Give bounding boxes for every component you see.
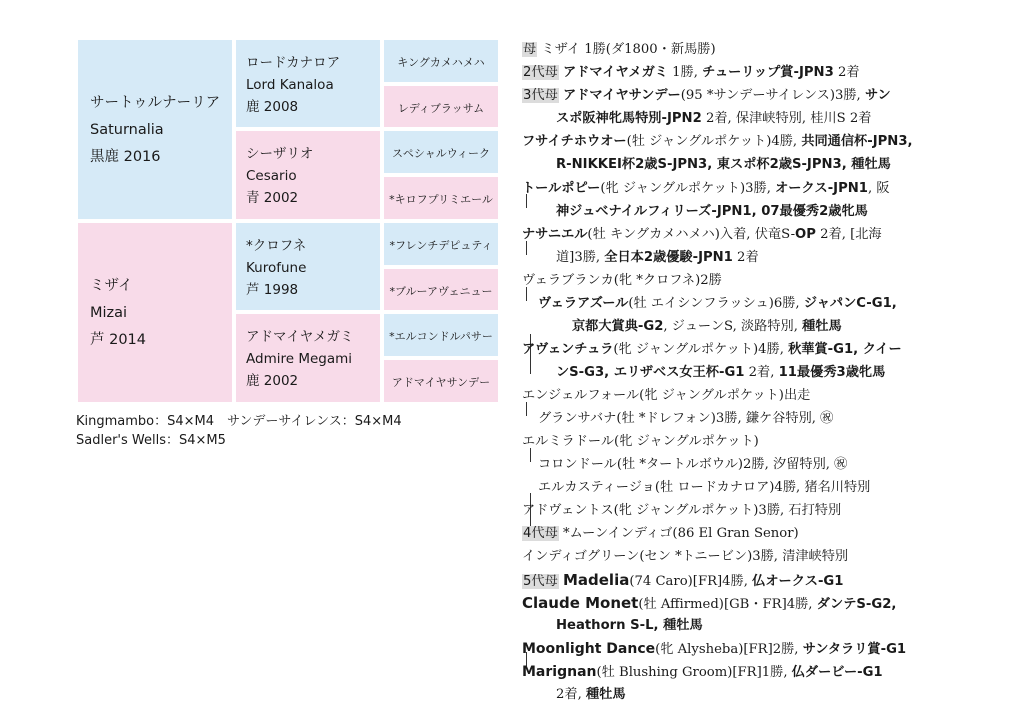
inbreeding-line-2: Sadler's Wells：S4×M5 [76, 433, 226, 448]
dd-info: 鹿 2002 [246, 373, 299, 389]
g3-name: アドマイヤサンデー [391, 376, 491, 389]
sd-info: 青 2002 [246, 190, 299, 206]
ss-name-en: Lord Kanaloa [246, 77, 334, 93]
family-line-27: Moonlight Dance(牝 Alysheba)[FR]2勝, サンタラリ賞-G1 [522, 641, 907, 657]
family-line-23: インディゴグリーン(セン *トニービン)3勝, 清津峡特別 [522, 549, 849, 564]
dam-cell [76, 221, 234, 404]
family-line-14: アヴェンチュラ(牝 ジャングルポケット)4勝, 秋華賞-G1, クイー [522, 342, 902, 357]
dam-name-en: Mizai [90, 305, 128, 321]
family-line-1: 母 ミザイ 1勝(ダ1800・新馬勝) [523, 42, 716, 57]
family-line-12: ヴェラアズール(牡 エイシンフラッシュ)6勝, ジャパンC-G1, [538, 296, 897, 311]
family-line-29: 2着, 種牡馬 [556, 687, 626, 702]
family-line-7: トールポピー(牝 ジャングルポケット)3勝, オークス-JPN1, 阪 [522, 181, 890, 196]
g3-name: *エルコンドルパサー [389, 330, 493, 343]
ds-name-en: Kurofune [246, 260, 307, 276]
g3-cell-6 [382, 267, 500, 312]
ds-name-ja: *クロフネ [246, 238, 307, 254]
generation-tag: 4代母 [523, 526, 558, 541]
g3-cell-5 [382, 221, 500, 267]
sire-info: 黒鹿 2016 [90, 149, 161, 165]
sd-name-en: Cesario [246, 168, 297, 184]
dam-info: 芦 2014 [90, 332, 147, 348]
ss-info: 鹿 2008 [246, 99, 299, 115]
family-line-28: Marignan(牡 Blushing Groom)[FR]1勝, 仏ダービー-G1 [522, 664, 883, 680]
dam-dam-cell [234, 312, 382, 404]
g3-cell-7 [382, 312, 500, 358]
family-line-18: エルミラドール(牝 ジャングルポケット) [522, 434, 759, 449]
g3-name: レディブラッサム [397, 102, 485, 115]
g3-name: スペシャルウィーク [391, 147, 491, 160]
pedigree-table [76, 38, 500, 404]
g3-cell-3 [382, 129, 500, 175]
g3-name: キングカメハメハ [397, 56, 485, 69]
inbreeding-info [76, 412, 402, 450]
family-line-5: フサイチホウオー(牡 ジャングルポケット)4勝, 共同通信杯-JPN3, [522, 134, 913, 149]
family-line-26: Heathorn S-L, 種牡馬 [556, 618, 703, 633]
family-line-22: 4代母 *ムーンインディゴ(86 El Gran Senor) [523, 526, 799, 541]
generation-tag: 母 [523, 42, 537, 57]
generation-tag: 3代母 [523, 88, 558, 103]
family-line-13: 京都大賞典-G2, ジューンS, 淡路特別, 種牡馬 [572, 319, 842, 334]
g3-cell-2 [382, 84, 500, 129]
dd-name-ja: アドマイヤメガミ [246, 329, 354, 345]
sire-sire-cell [234, 38, 382, 129]
dam-name-ja: ミザイ [90, 278, 133, 294]
family-line-24: 5代母 Madelia(74 Caro)[FR]4勝, 仏オークス-G1 [523, 571, 844, 589]
generation-tag: 2代母 [523, 65, 558, 80]
g3-name: *キロフプリミエール [389, 193, 493, 206]
g3-cell-8 [382, 358, 500, 404]
sd-name-ja: シーザリオ [246, 146, 314, 162]
generation-tag: 5代母 [523, 574, 558, 589]
family-line-6: R-NIKKEI杯2歳S-JPN3, 東スポ杯2歳S-JPN3, 種牡馬 [556, 157, 891, 172]
family-line-21: アドヴェントス(牝 ジャングルポケット)3勝, 石打特別 [522, 503, 842, 518]
family-line-20: エルカスティージョ(牡 ロードカナロア)4勝, 猪名川特別 [538, 480, 871, 495]
family-line-25: Claude Monet(牡 Affirmed)[GB・FR]4勝, ダンテS-G2, [522, 594, 897, 612]
ds-info: 芦 1998 [246, 282, 299, 298]
inbreeding-line-1: Kingmambo：S4×M4 サンデーサイレンス：S4×M4 [76, 414, 402, 429]
family-line-11: ヴェラブランカ(牝 *クロフネ)2勝 [522, 273, 722, 288]
g3-name: *ブルーアヴェニュー [389, 285, 493, 298]
family-line-9: ナサニエル(牡 キングカメハメハ)入着, 伏竜S-OP 2着, [北海 [522, 227, 882, 242]
sire-dam-cell [234, 129, 382, 221]
family-line-15: ンS-G3, エリザベス女王杯-G1 2着, 11最優秀3歳牝馬 [556, 365, 886, 380]
sire-name-ja: サートゥルナーリア [90, 95, 221, 111]
g3-cell-4 [382, 175, 500, 221]
family-line-17: グランサバナ(牡 *ドレフォン)3勝, 鎌ケ谷特別, ㊗ [538, 411, 834, 426]
family-line-4: スポ阪神牝馬特別-JPN2 2着, 保津峡特別, 桂川S 2着 [556, 111, 872, 126]
ss-name-ja: ロードカナロア [246, 55, 341, 71]
sire-cell [76, 38, 234, 221]
family-line-10: 道]3勝, 全日本2歳優駿-JPN1 2着 [556, 250, 759, 265]
sire-name-en: Saturnalia [90, 122, 164, 138]
family-line-8: 神ジュベナイルフィリーズ-JPN1, 07最優秀2歳牝馬 [556, 204, 868, 219]
dd-name-en: Admire Megami [246, 351, 353, 367]
family-line-3: 3代母 アドマイヤサンデー(95 *サンデーサイレンス)3勝, サン [523, 88, 891, 103]
g3-name: *フレンチデピュティ [389, 239, 493, 252]
family-line-19: コロンドール(牡 *タートルボウル)2勝, 汐留特別, ㊗ [538, 457, 848, 472]
family-line-16: エンジェルフォール(牝 ジャングルポケット)出走 [522, 388, 811, 403]
dam-sire-cell [234, 221, 382, 312]
g3-cell-1 [382, 38, 500, 84]
family-line-2: 2代母 アドマイヤメガミ 1勝, チューリップ賞-JPN3 2着 [523, 65, 860, 80]
